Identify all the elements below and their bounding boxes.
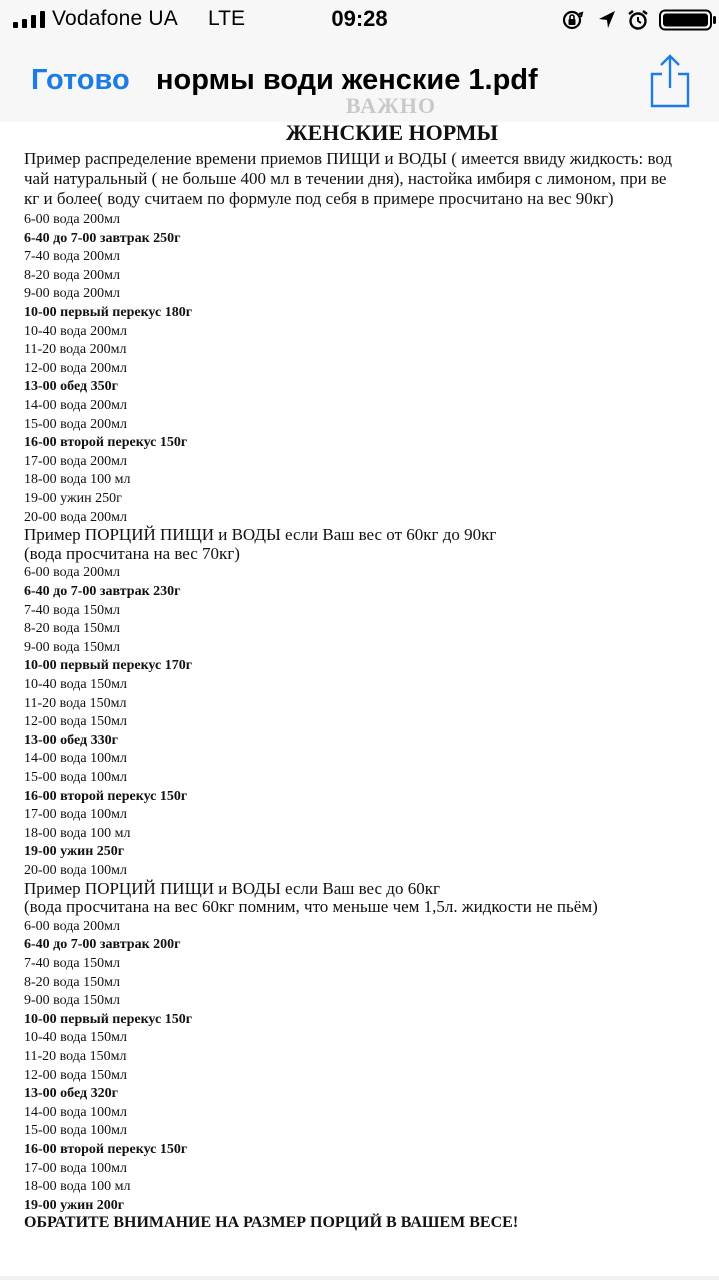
schedule-line: 19-00 ужин 250г	[24, 844, 125, 860]
schedule-line: 11-20 вода 150мл	[24, 1049, 127, 1064]
schedule-line: 6-40 до 7-00 завтрак 200г	[24, 937, 181, 953]
section-heading: (вода просчитана на вес 70кг)	[24, 543, 240, 563]
intro-line: Пример распределение времени приемов ПИЩИ и ВОДЫ ( имеется ввиду жидкость: вод	[24, 149, 673, 168]
done-button[interactable]: Готово	[31, 64, 130, 96]
section-heading: Пример ПОРЦИЙ ПИЩИ и ВОДЫ если Ваш вес от 60кг до 90кг	[24, 525, 497, 545]
schedule-line: 15-00 вода 100мл	[24, 770, 127, 785]
schedule-line: 14-00 вода 100мл	[24, 1104, 127, 1120]
location-icon	[597, 9, 617, 31]
schedule-line: 9-00 вода 150мл	[24, 993, 120, 1009]
schedule-line: 7-40 вода 150мл	[24, 956, 120, 971]
section-heading: (вода просчитана на вес 60кг помним, что меньше чем 1,5л. жидкости не пьём)	[24, 897, 598, 917]
schedule-line: 10-00 первый перекус 180г	[24, 305, 193, 320]
schedule-line: 18-00 вода 100 мл	[24, 825, 131, 841]
schedule-line: 9-00 вода 200мл	[24, 286, 120, 302]
schedule-line: 13-00 обед 320г	[24, 1086, 118, 1102]
schedule-line: 20-00 вода 200мл	[24, 509, 127, 525]
schedule-line: 10-40 вода 200мл	[24, 323, 127, 339]
schedule-line: 9-00 вода 150мл	[24, 639, 120, 655]
pdf-page[interactable]	[0, 122, 719, 1274]
schedule-line: 8-20 вода 200мл	[24, 267, 120, 283]
intro-line: кг и более( воду считаем по формуле под себя в примере просчитано на вес 90кг)	[24, 189, 614, 208]
schedule-line: 17-00 вода 200мл	[24, 453, 127, 469]
orientation-lock-icon	[561, 9, 585, 31]
schedule-line: 15-00 вода 200мл	[24, 416, 127, 432]
carrier-name: Vodafone UA	[52, 7, 178, 30]
document-title: нормы води женские 1.pdf	[156, 64, 538, 96]
intro-line: чай натуральный ( не больше 400 мл в течении дня), настойка имбиря с лимоном, при ве	[24, 169, 667, 188]
schedule-line: 19-00 ужин 250г	[24, 491, 122, 506]
schedule-line: 10-40 вода 150мл	[24, 1030, 127, 1046]
schedule-line: 20-00 вода 100мл	[24, 863, 127, 878]
schedule-line: 7-40 вода 200мл	[24, 249, 120, 265]
alarm-icon	[627, 9, 649, 31]
schedule-line: 8-20 вода 150мл	[24, 621, 120, 637]
schedule-line: 15-00 вода 100мл	[24, 1123, 127, 1139]
schedule-line: 17-00 вода 100мл	[24, 807, 127, 823]
bottom-toolbar-edge	[0, 1276, 719, 1280]
schedule-line: 10-40 вода 150мл	[24, 677, 127, 692]
schedule-line: 6-40 до 7-00 завтрак 250г	[24, 230, 181, 246]
schedule-line: 11-20 вода 150мл	[24, 695, 127, 711]
schedule-line: 18-00 вода 100 мл	[24, 1179, 131, 1195]
schedule-line: 16-00 второй перекус 150г	[24, 435, 188, 451]
schedule-line: 6-00 вода 200мл	[24, 212, 120, 227]
status-bar	[0, 0, 719, 40]
schedule-line: 14-00 вода 100мл	[24, 751, 127, 767]
schedule-line: 11-20 вода 200мл	[24, 342, 127, 358]
schedule-line: 12-00 вода 150мл	[24, 714, 127, 730]
schedule-line: 6-40 до 7-00 завтрак 230г	[24, 584, 181, 599]
schedule-line: 10-00 первый перекус 150г	[24, 1011, 193, 1027]
clock: 09:28	[331, 6, 388, 31]
schedule-line: 17-00 вода 100мл	[24, 1160, 127, 1176]
schedule-line: 16-00 второй перекус 150г	[24, 788, 188, 804]
schedule-line: 7-40 вода 150мл	[24, 602, 120, 618]
footer-note: ОБРАТИТЕ ВНИМАНИЕ НА РАЗМЕР ПОРЦИЙ В ВАШЕМ ВЕСЕ!	[24, 1214, 519, 1232]
network-type: LTE	[208, 7, 245, 30]
battery-icon	[659, 9, 719, 31]
schedule-line: 19-00 ужин 200г	[24, 1197, 125, 1213]
schedule-line: 6-00 вода 200мл	[24, 918, 120, 934]
schedule-line: 14-00 вода 200мл	[24, 398, 127, 413]
schedule-line: 10-00 первый перекус 170г	[24, 658, 193, 674]
faded-heading: ВАЖНО	[345, 93, 437, 118]
schedule-line: 12-00 вода 150мл	[24, 1067, 127, 1083]
schedule-line: 16-00 второй перекус 150г	[24, 1142, 188, 1157]
section-heading: Пример ПОРЦИЙ ПИЩИ и ВОДЫ если Ваш вес до 60кг	[24, 878, 440, 898]
schedule-line: 8-20 вода 150мл	[24, 974, 120, 990]
schedule-line: 18-00 вода 100 мл	[24, 472, 131, 488]
schedule-line: 12-00 вода 200мл	[24, 360, 127, 376]
schedule-line: 13-00 обед 330г	[24, 732, 118, 748]
schedule-line: 13-00 обед 350г	[24, 379, 118, 395]
document-heading: ЖЕНСКИЕ НОРМЫ	[285, 122, 499, 145]
schedule-line: 6-00 вода 200мл	[24, 565, 120, 581]
